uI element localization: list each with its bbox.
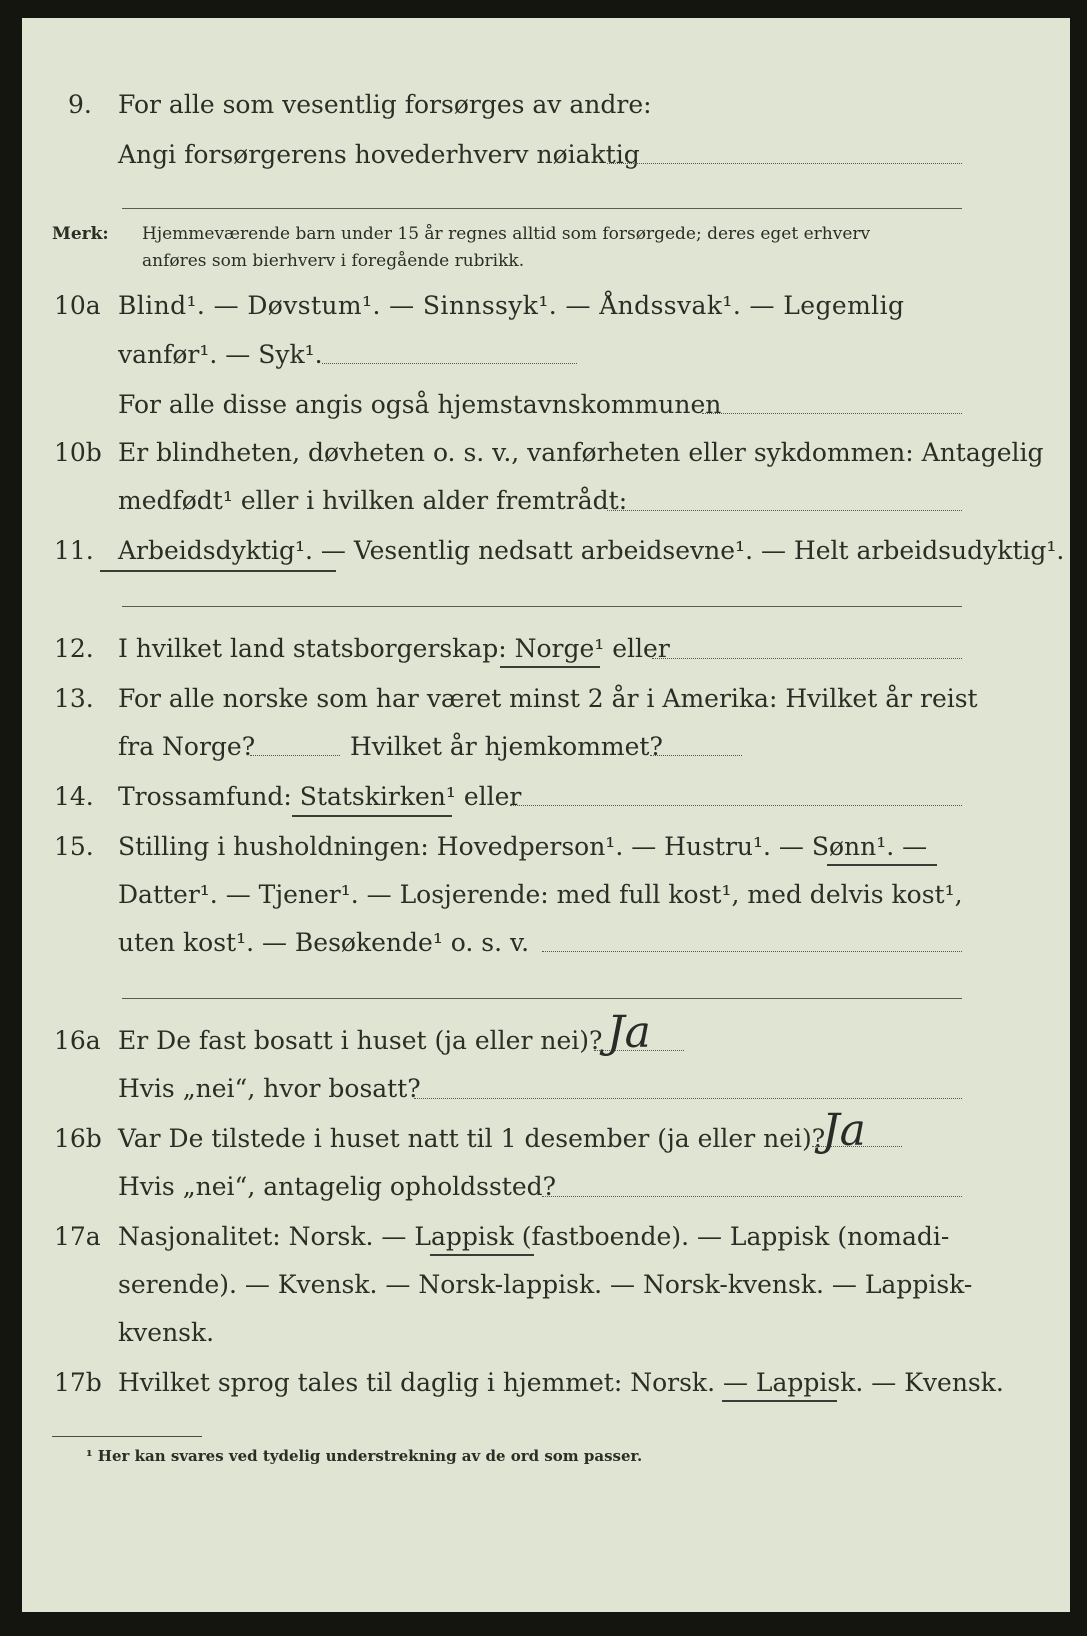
question-number: 12. bbox=[54, 634, 94, 663]
question-text: Stilling i husholdningen: Hovedperson¹. — Hustru¹. — Sønn¹. — bbox=[118, 832, 928, 861]
question-text: Er De fast bosatt i huset (ja eller nei)? bbox=[118, 1026, 603, 1055]
answer-line[interactable] bbox=[414, 1098, 962, 1099]
question-text: medfødt¹ eller i hvilken alder fremtrådt: bbox=[118, 486, 628, 515]
question-number: 10b bbox=[54, 438, 102, 467]
question-text: Blind¹. — Døvstum¹. — Sinnssyk¹. — Åndssvak¹. — Legemlig bbox=[118, 291, 905, 320]
question-text: Datter¹. — Tjener¹. — Losjerende: med full kost¹, med delvis kost¹, bbox=[118, 880, 963, 909]
question-text: uten kost¹. — Besøkende¹ o. s. v. bbox=[118, 928, 530, 957]
underline-mark bbox=[292, 815, 452, 817]
footnote-rule bbox=[52, 1436, 202, 1437]
answer-line[interactable] bbox=[607, 510, 962, 511]
handwritten-answer: Ja bbox=[822, 1105, 866, 1156]
divider bbox=[122, 606, 962, 607]
question-number: 17b bbox=[54, 1368, 102, 1397]
answer-line[interactable] bbox=[510, 805, 962, 806]
note-text: anføres som bierhverv i foregående rubrikk. bbox=[142, 251, 525, 271]
question-text: Hvis „nei“, hvor bosatt? bbox=[118, 1074, 421, 1103]
question-number: 14. bbox=[54, 782, 94, 811]
question-text: For alle disse angis også hjemstavnskommunen bbox=[118, 390, 722, 419]
underline-mark bbox=[722, 1400, 837, 1402]
answer-line[interactable] bbox=[702, 413, 962, 414]
question-text: serende). — Kvensk. — Norsk-lappisk. — Norsk-kvensk. — Lappisk- bbox=[118, 1270, 973, 1299]
question-text: For alle norske som har været minst 2 år i Amerika: Hvilket år reist bbox=[118, 684, 978, 713]
footnote: ¹ Her kan svares ved tydelig understrekning av de ord som passer. bbox=[86, 1447, 643, 1465]
question-text: Hvis „nei“, antagelig opholdssted? bbox=[118, 1172, 557, 1201]
question-text: Arbeidsdyktig¹. — Vesentlig nedsatt arbeidsevne¹. — Helt arbeidsudyktig¹. bbox=[118, 536, 1065, 565]
question-text: Var De tilstede i huset natt til 1 desember (ja eller nei)? bbox=[118, 1124, 826, 1153]
note-text: Hjemmeværende barn under 15 år regnes alltid som forsørgede; deres eget erhverv bbox=[142, 224, 871, 244]
question-text: Angi forsørgerens hovederhverv nøiaktig bbox=[118, 140, 640, 169]
underline-mark bbox=[100, 570, 336, 572]
question-number: 17a bbox=[54, 1222, 101, 1251]
question-text: vanfør¹. — Syk¹. bbox=[118, 340, 323, 369]
question-text: fra Norge? bbox=[118, 732, 256, 761]
question-text: Nasjonalitet: Norsk. — Lappisk (fastboende). — Lappisk (nomadi- bbox=[118, 1222, 950, 1251]
question-number: 15. bbox=[54, 832, 94, 861]
answer-line[interactable] bbox=[607, 163, 962, 164]
underline-mark bbox=[827, 864, 937, 866]
question-text: Trossamfund: Statskirken¹ eller bbox=[118, 782, 522, 811]
question-number: 16a bbox=[54, 1026, 101, 1055]
question-text: kvensk. bbox=[118, 1318, 215, 1347]
note-label: Merk: bbox=[52, 224, 109, 244]
divider bbox=[122, 998, 962, 999]
question-number: 13. bbox=[54, 684, 94, 713]
answer-line[interactable] bbox=[542, 951, 962, 952]
question-text: I hvilket land statsborgerskap: Norge¹ eller bbox=[118, 634, 670, 663]
divider bbox=[122, 208, 962, 209]
question-text: For alle som vesentlig forsørges av andre: bbox=[118, 90, 652, 119]
question-number: 16b bbox=[54, 1124, 102, 1153]
question-text: Hvilket sprog tales til daglig i hjemmet: Norsk. — Lappisk. — Kvensk. bbox=[118, 1368, 1004, 1397]
answer-line[interactable] bbox=[650, 755, 742, 756]
answer-line[interactable] bbox=[322, 363, 577, 364]
question-text: Hvilket år hjemkommet? bbox=[350, 732, 663, 761]
question-text: Er blindheten, døvheten o. s. v., vanførheten eller sykdommen: Antagelig bbox=[118, 438, 1044, 467]
question-number: 9. bbox=[68, 90, 92, 119]
underline-mark bbox=[430, 1254, 534, 1256]
question-number: 10a bbox=[54, 291, 101, 320]
question-number: 11. bbox=[54, 536, 94, 565]
answer-line[interactable] bbox=[250, 755, 340, 756]
answer-line[interactable] bbox=[542, 1196, 962, 1197]
underline-mark bbox=[500, 666, 600, 668]
answer-line[interactable] bbox=[652, 658, 962, 659]
form-page bbox=[22, 18, 1070, 1612]
handwritten-answer: Ja bbox=[607, 1007, 651, 1058]
